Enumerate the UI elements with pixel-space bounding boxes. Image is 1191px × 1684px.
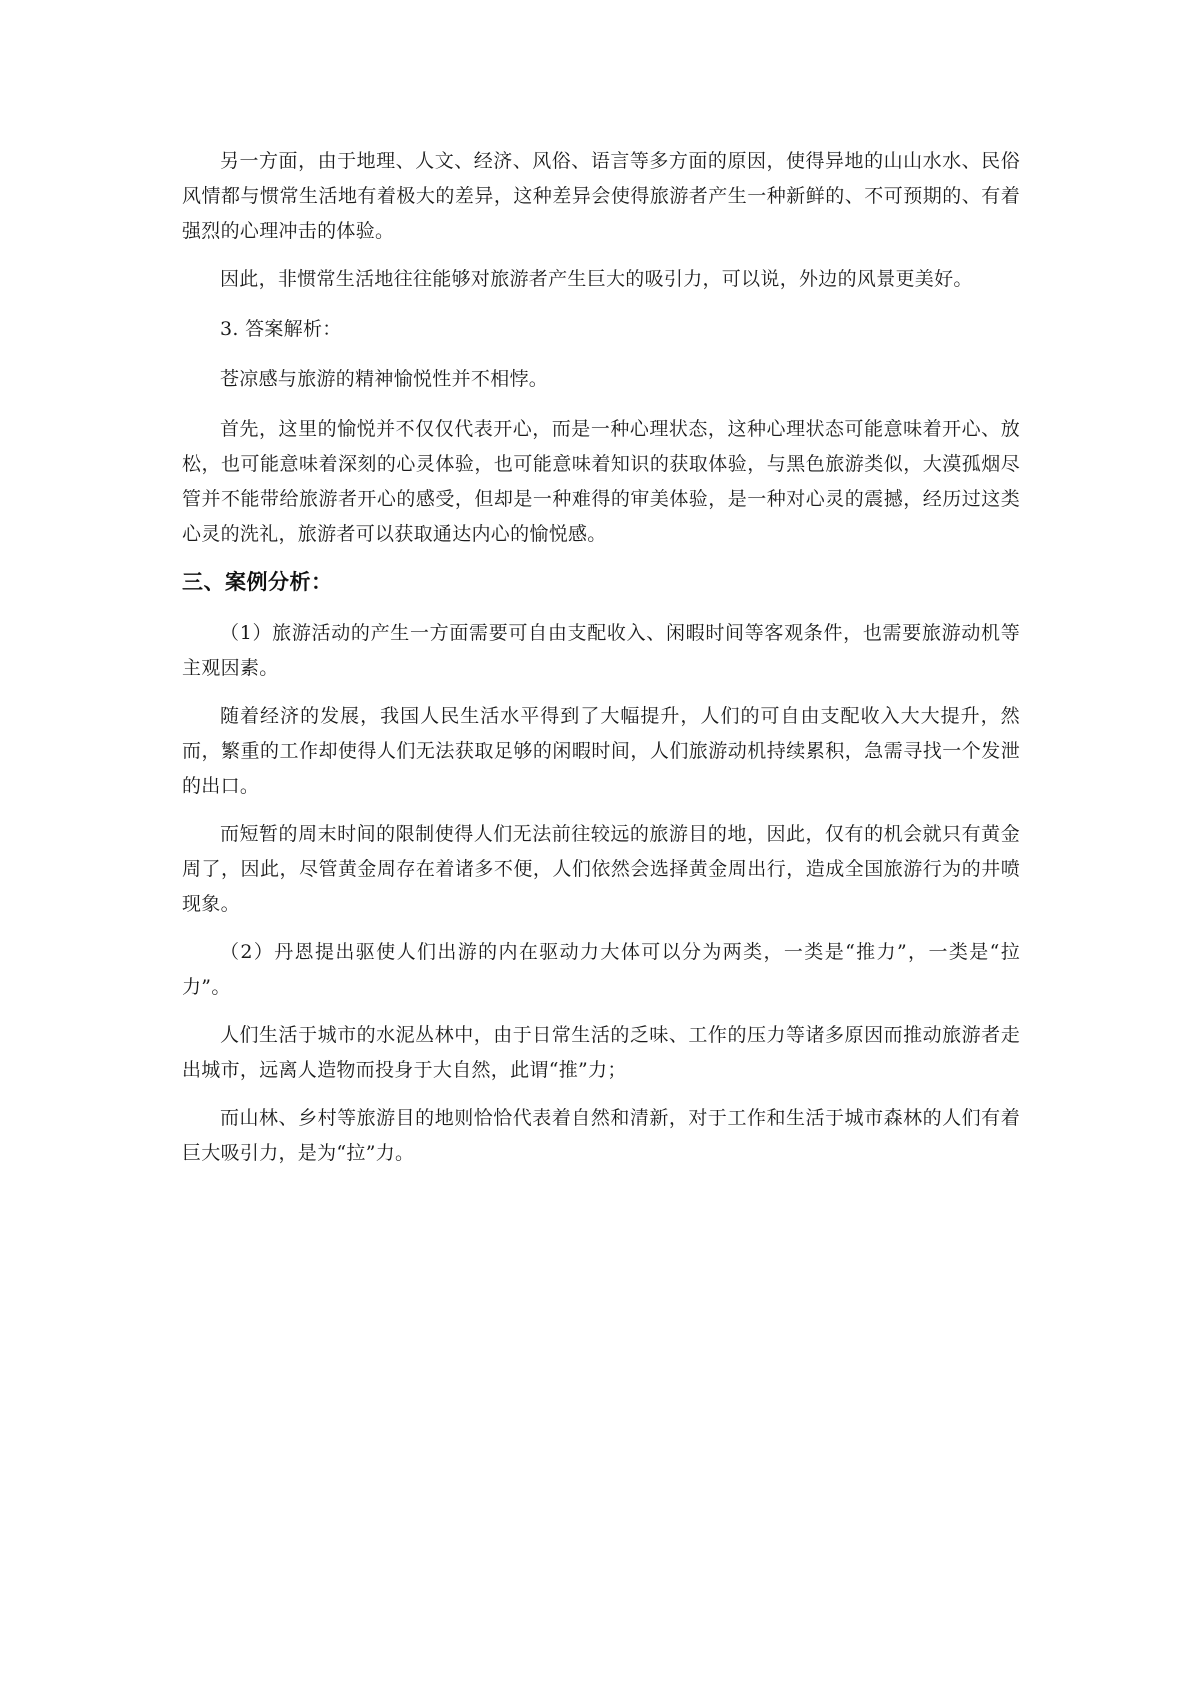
section-heading-case-analysis: 三、案例分析： [182,570,333,594]
paragraph-pleasure-explanation: 首先，这里的愉悦并不仅仅代表开心，而是一种心理状态，这种心理状态可能意味着开心、放松，也可能意味着深刻的心灵体验，也可能意味着知识的获取体验，与黑色旅游类似，大漠孤烟尽管并不能带给旅游者开心的感受，但却是一种难得的审美体验，是一种对心灵的震撼，经历过这类心灵的洗礼，旅游者可以获取通达内心的愉悦感。 [182,418,1020,545]
paragraph-differences: 另一方面，由于地理、人文、经济、风俗、语言等多方面的原因，使得异地的山山水水、民俗风情都与惯常生活地有着极大的差异，这种差异会使得旅游者产生一种新鲜的、不可预期的、有着强烈的心理冲击的体验。 [182,150,1020,242]
paragraph-case-2-pull: 而山林、乡村等旅游目的地则恰恰代表着自然和清新，对于工作和生活于城市森林的人们有着巨大吸引力，是为“拉”力。 [182,1107,1020,1164]
paragraph-case-1-intro: （1）旅游活动的产生一方面需要可自由支配收入、闲暇时间等客观条件，也需要旅游动机等主观因素。 [182,622,1020,679]
paragraph-case-2-intro: （2）丹恩提出驱使人们出游的内在驱动力大体可以分为两类，一类是“推力”，一类是“拉力”。 [182,941,1020,998]
document-body [182,144,1020,1184]
paragraph-case-2-push: 人们生活于城市的水泥丛林中，由于日常生活的乏味、工作的压力等诸多原因而推动旅游者走出城市，远离人造物而投身于大自然，此谓“推”力； [182,1024,1020,1081]
paragraph-case-1-golden-week: 而短暂的周末时间的限制使得人们无法前往较远的旅游目的地，因此，仅有的机会就只有黄金周了，因此，尽管黄金周存在着诸多不便，人们依然会选择黄金周出行，造成全国旅游行为的井喷现象。 [182,823,1020,915]
answer-label: 3. 答案解析： [220,318,342,340]
paragraph-desolation-thesis: 苍凉感与旅游的精神愉悦性并不相悖。 [220,368,549,390]
paragraph-case-1-economy: 随着经济的发展，我国人民生活水平得到了大幅提升，人们的可自由支配收入大大提升，然而，繁重的工作却使得人们无法获取足够的闲暇时间，人们旅游动机持续累积，急需寻找一个发泄的出口。 [182,705,1020,797]
paragraph-attraction: 因此，非惯常生活地往往能够对旅游者产生巨大的吸引力，可以说，外边的风景更美好。 [220,268,973,290]
